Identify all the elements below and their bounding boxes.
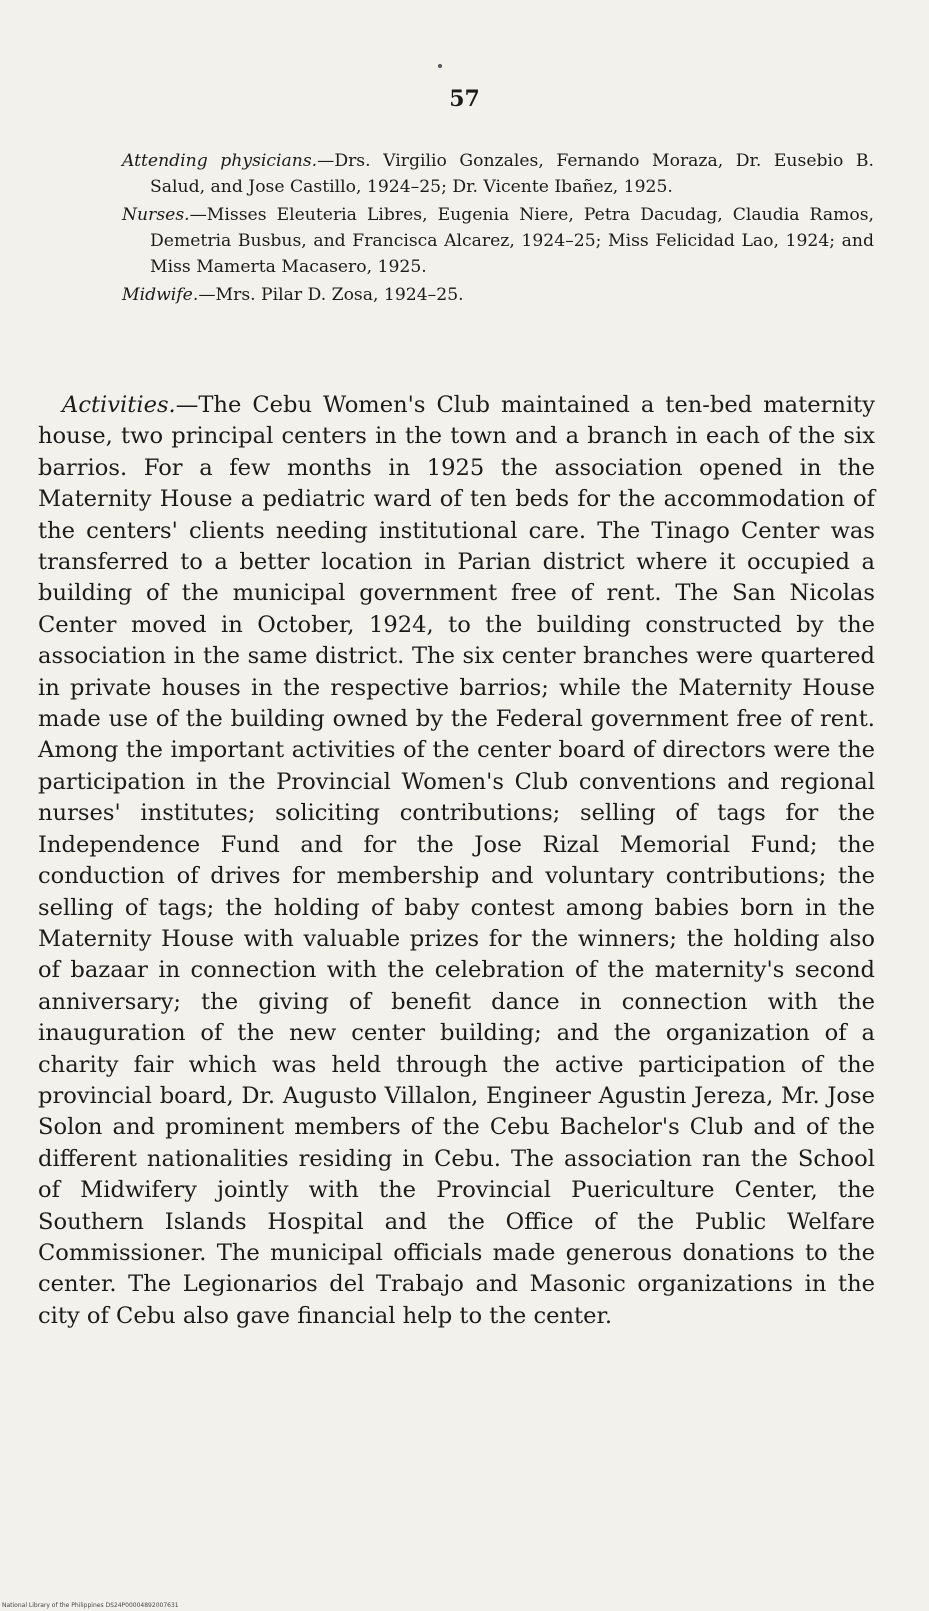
- activities-label: Activities.: [62, 392, 176, 418]
- activities-paragraph: [38, 390, 875, 1332]
- staff-label: Midwife.: [122, 285, 199, 305]
- staff-entry-nurses: [122, 202, 874, 280]
- staff-names: —Misses Eleuteria Libres, Eugenia Niere, Petra Dacudag, Claudia Ramos, Demetria Busbus, and Francisca Alcarez, 1924–25; Miss Felicidad Lao, 1924; and Miss Mamerta Macasero, 1925.: [150, 205, 874, 277]
- staff-names: —Mrs. Pilar D. Zosa, 1924–25.: [198, 285, 464, 305]
- print-dot: [438, 64, 442, 68]
- activities-text: —The Cebu Women's Club maintained a ten-bed maternity house, two principal centers in the town and a branch in each of the six barrios. For a few months in 1925 the association opened in the Maternity House a pediatric ward of ten beds for the accommodation of the centers' clients needing institutional care. The Tinago Center was transferred to a better location in Parian district where it occupied a building of the municipal government free of rent. The San Nicolas Center moved in October, 1924, to the building constructed by the association in the same district. The six center branches were quartered in private houses in the respective barrios; while the Maternity House made use of the building owned by the Federal government free of rent. Among the important activities of the center board of directors were the participation in the Provincial Women's Club conventions and regional nurses' institutes; soliciting contributions; selling of tags for the Independence Fund and for the Jose Rizal Memorial Fund; the conduction of drives for membership and voluntary contributions; the selling of tags; the holding of baby contest among babies born in the Maternity House with valuable prizes for the winners; the holding also of bazaar in connection with the celebration of the maternity's second anniversary; the giving of benefit dance in connection with the inauguration of the new center building; and the organization of a charity fair which was held through the active participation of the provincial board, Dr. Augusto Villalon, Engineer Agustin Jereza, Mr. Jose Solon and prominent members of the Cebu Bachelor's Club and of the different nationalities residing in Cebu. The association ran the School of Midwifery jointly with the Provincial Puericulture Center, the Southern Islands Hospital and the Office of the Public Welfare Commissioner. The municipal officials made generous donations to the center. The Legionarios del Trabajo and Masonic organizations in the city of Cebu also gave financial help to the center.: [38, 392, 875, 1329]
- staff-names: —Drs. Virgilio Gonzales, Fernando Moraza, Dr. Eusebio B. Salud, and Jose Castillo, 1924–25; Dr. Vicente Ibañez, 1925.: [150, 151, 874, 197]
- archive-footer: National Library of the Philippines DS24P00004892007631: [2, 1602, 179, 1609]
- staff-entry-physicians: [122, 148, 874, 200]
- staff-entry-midwife: [122, 282, 874, 308]
- staff-list: [122, 148, 874, 308]
- staff-label: Nurses.: [122, 205, 190, 225]
- page-number: 57: [449, 86, 480, 112]
- staff-label: Attending physicians.: [122, 151, 318, 171]
